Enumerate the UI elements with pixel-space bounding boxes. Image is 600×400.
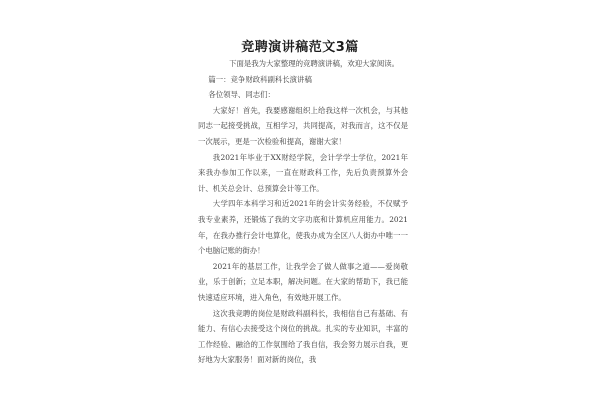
document-title: 竞聘演讲稿范文3篇 — [241, 40, 359, 55]
salutation: 各位领导、同志们： — [208, 90, 275, 100]
body-paragraph: 我2021年毕业于XX财经学院，会计学学士学位，2021年来我办参加工作以来，一直在财政科工作，先后负责预算外会计、机关总会计、总预算会计等工作。 — [198, 152, 408, 193]
intro-paragraph: 下面是我为大家整理的竞聘演讲稿，欢迎大家阅读。 — [229, 59, 400, 68]
body-paragraph: 大学四年本科学习和近2021年的会计实务经验，不仅赋予我专业素养，还锻炼了我的文字功底和计算机应用能力。2021年，在我办推行会计电算化，使我办成为全区八人街办中唯一一个电脑记账的街办！ — [198, 199, 408, 256]
body-paragraph: 2021年的基层工作，让我学会了做人做事之道——爱岗敬业，乐于创新；立足本职，解决问题。在大家的帮助下，我已能快速适应环境，进入角色，有效地开展工作。 — [198, 261, 408, 302]
document-body — [198, 56, 408, 368]
section-heading: 篇一：竞争财政科副科长演讲稿 — [208, 74, 312, 84]
body-paragraph: 这次我竞聘的岗位是财政科副科长，我相信自己有基础、有能力、有信心去接受这个岗位的挑战。扎实的专业知识，丰富的工作经验、融洽的工作氛围给了我自信，我会努力展示自我，更好地为大家服务！面对新的岗位，我 — [198, 308, 408, 365]
body-paragraph: 大家好！首先，我要感谢组织上给我这样一次机会，与其他同志一起接受挑战，互相学习，共同提高，对我而言，这不仅是一次展示，更是一次检验和提高，谢谢大家！ — [198, 105, 408, 146]
